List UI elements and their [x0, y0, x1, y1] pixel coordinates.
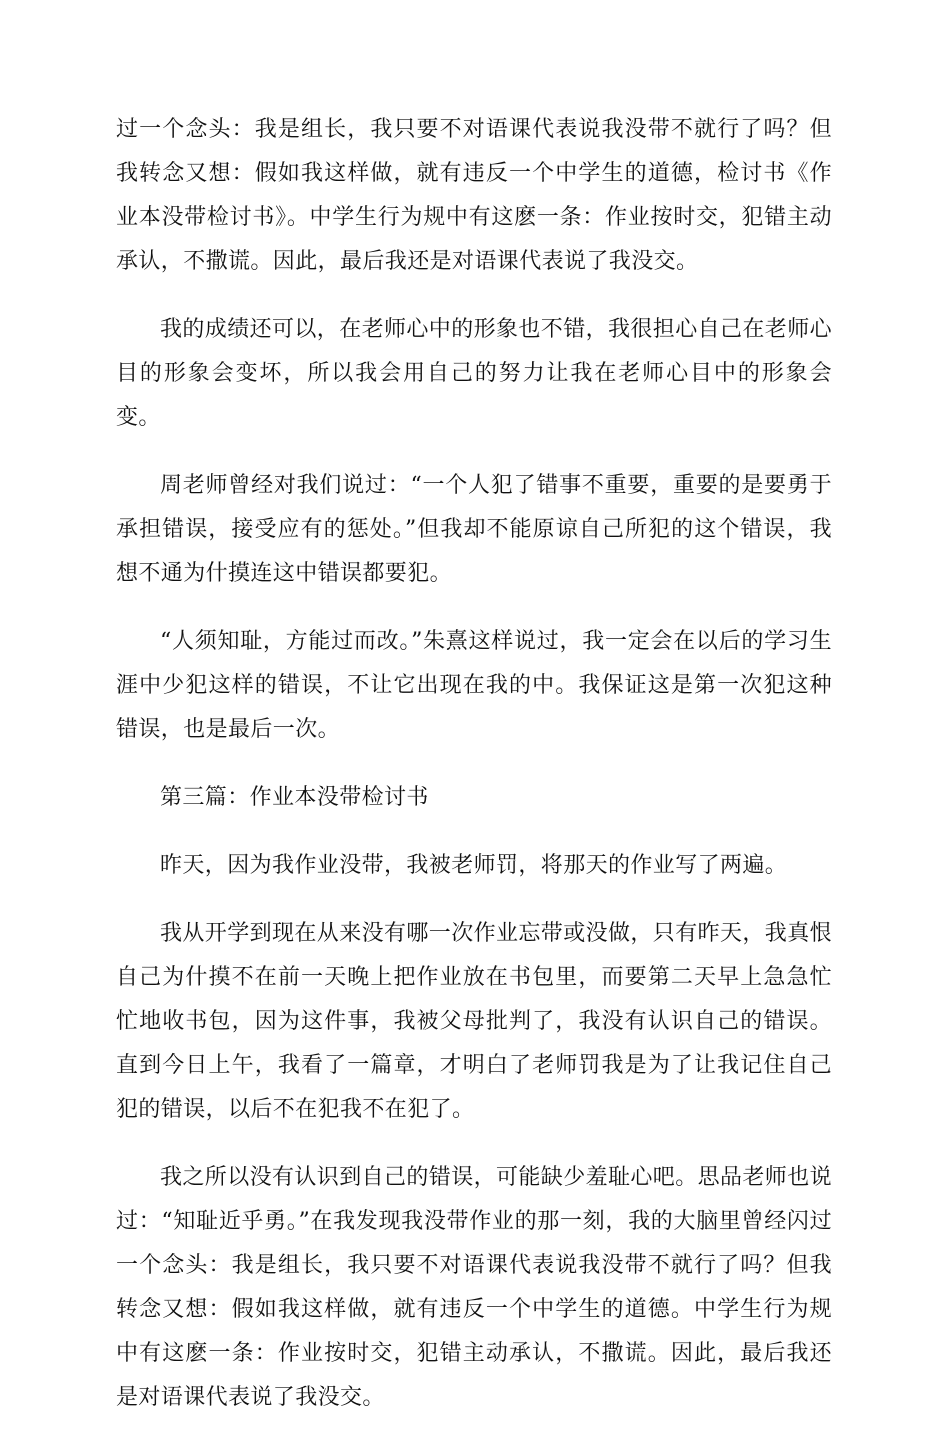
- paragraph: 我的成绩还可以，在老师心中的形象也不错，我很担心自己在老师心目的形象会变坏，所以我会用自己的努力让我在老师心目中的形象会变。: [116, 317, 833, 430]
- paragraph: 昨天，因为我作业没带，我被老师罚，将那天的作业写了两遍。: [160, 853, 788, 878]
- document-body: [116, 108, 832, 1444]
- paragraph: “人须知耻，方能过而改。”朱熹这样说过，我一定会在以后的学习生涯中少犯这样的错误，不让它出现在我的中。我保证这是第一次犯这种错误，也是最后一次。: [116, 629, 832, 742]
- paragraph-continuation: 过一个念头：我是组长，我只要不对语课代表说我没带不就行了吗？但我转念又想：假如我这样做，就有违反一个中学生的道德，检讨书《作业本没带检讨书》。中学生行为规中有这麽一条：作业按时交，犯错主动承认，不撒谎。因此，最后我还是对语课代表说了我没交。: [116, 117, 832, 274]
- paragraph: 我之所以没有认识到自己的错误，可能缺少羞耻心吧。思品老师也说过：“知耻近乎勇。”在我发现我没带作业的那一刻，我的大脑里曾经闪过一个念头：我是组长，我只要不对语课代表说我没带不就行了吗？但我转念又想：假如我这样做，就有违反一个中学生的道德。中学生行为规中有这麽一条：作业按时交，犯错主动承认，不撒谎。因此，最后我还是对语课代表说了我没交。: [116, 1165, 833, 1410]
- paragraph: 我从开学到现在从来没有哪一次作业忘带或没做，只有昨天，我真恨自己为什摸不在前一天晚上把作业放在书包里，而要第二天早上急急忙忙地收书包，因为这件事，我被父母批判了，我没有认识自己的错误。直到今日上午，我看了一篇章，才明白了老师罚我是为了让我记住自己犯的错误，以后不在犯我不在犯了。: [116, 921, 833, 1122]
- section-heading: 第三篇：作业本没带检讨书: [160, 785, 429, 810]
- paragraph: 周老师曾经对我们说过：“一个人犯了错事不重要，重要的是要勇于承担错误，接受应有的惩处。”但我却不能原谅自己所犯的这个错误，我想不通为什摸连这中错误都要犯。: [116, 473, 832, 586]
